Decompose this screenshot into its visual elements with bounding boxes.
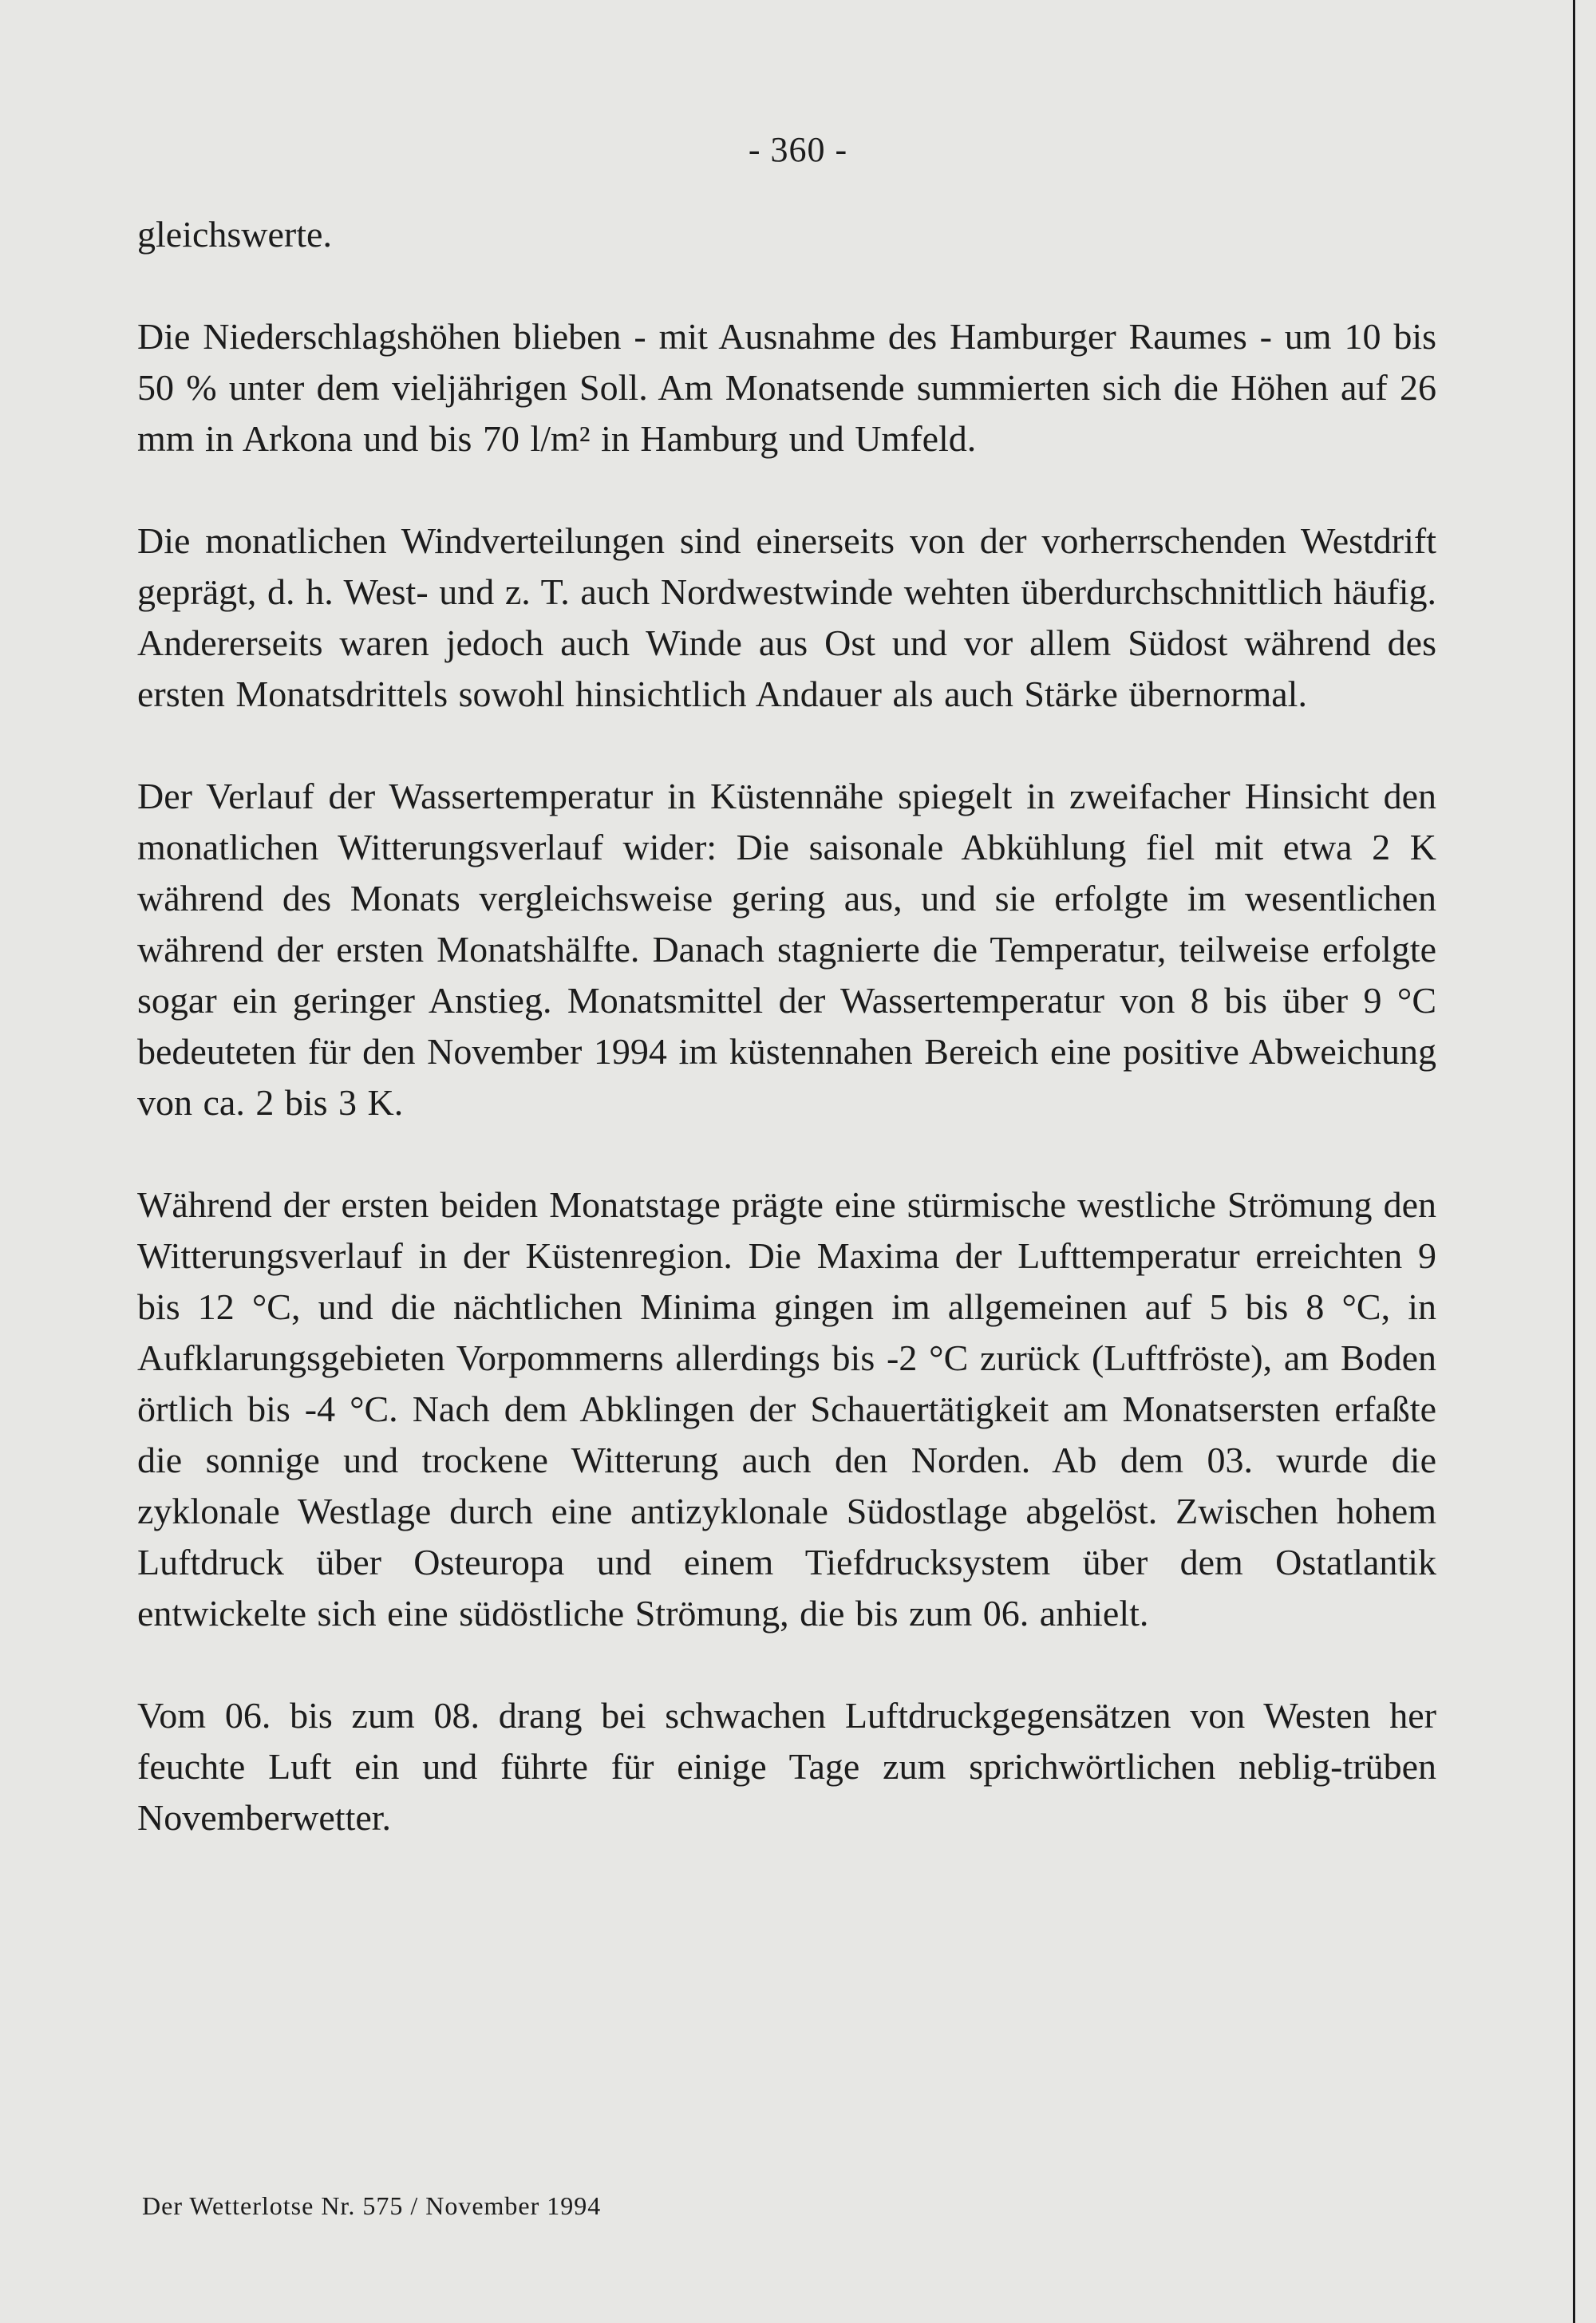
paragraph-5: Während der ersten beiden Monatstage prägte eine stürmische westliche Strömung den Witterungsverlauf in der Küstenregion. Die Maxima der Lufttemperatur erreichten 9 bis 12 °C, und die nächtlichen Minima gingen im allgemeinen auf 5 bis 8 °C, in Aufklarungsgebieten Vorpommerns allerdings bis -2 °C zurück (Luftfröste), am Boden örtlich bis -4 °C. Nach dem Abklingen der Schauertätigkeit am Monatsersten erfaßte die sonnige und trockene Witterung auch den Norden. Ab dem 03. wurde die zyklonale Westlage durch eine antizyklonale Südostlage abgelöst. Zwischen hohem Luftdruck über Osteuropa und einem Tiefdrucksystem über dem Ostatlantik entwickelte sich eine südöstliche Strömung, die bis zum 06. anhielt.	[137, 1184, 1436, 1634]
paragraph-6: Vom 06. bis zum 08. drang bei schwachen Luftdruckgegensätzen von Westen her feuchte Luft ein und führte für einige Tage zum sprichwörtlichen neblig-trüben Novemberwetter.	[137, 1695, 1436, 1838]
page-edge-line	[1573, 0, 1575, 2323]
document-body	[137, 209, 1436, 1843]
paragraph-4: Der Verlauf der Wassertemperatur in Küstennähe spiegelt in zweifacher Hinsicht den monatlichen Witterungsverlauf wider: Die saisonale Abkühlung fiel mit etwa 2 K während des Monats vergleichsweise gering aus, und sie erfolgte im wesentlichen während der ersten Monatshälfte. Danach stagnierte die Temperatur, teilweise erfolgte sogar ein geringer Anstieg. Monatsmittel der Wassertemperatur von 8 bis über 9 °C bedeuteten für den November 1994 im küstennahen Bereich eine positive Abweichung von ca. 2 bis 3 K.	[137, 776, 1436, 1123]
footer-citation: Der Wetterlotse Nr. 575 / November 1994	[142, 2191, 602, 2220]
paragraph-2: Die Niederschlagshöhen blieben - mit Ausnahme des Hamburger Raumes - um 10 bis 50 % unter dem vieljährigen Soll. Am Monatsende summierten sich die Höhen auf 26 mm in Arkona und bis 70 l/m² in Hamburg und Umfeld.	[137, 316, 1436, 459]
paragraph-1: gleichswerte.	[137, 214, 332, 255]
page-number: - 360 -	[748, 130, 848, 169]
paragraph-3: Die monatlichen Windverteilungen sind einerseits von der vorherrschenden Westdrift geprägt, d. h. West- und z. T. auch Nordwestwinde wehten überdurchschnittlich häufig. Andererseits waren jedoch auch Winde aus Ost und vor allem Südost während des ersten Monatsdrittels sowohl hinsichtlich Andauer als auch Stärke übernormal.	[137, 520, 1436, 714]
